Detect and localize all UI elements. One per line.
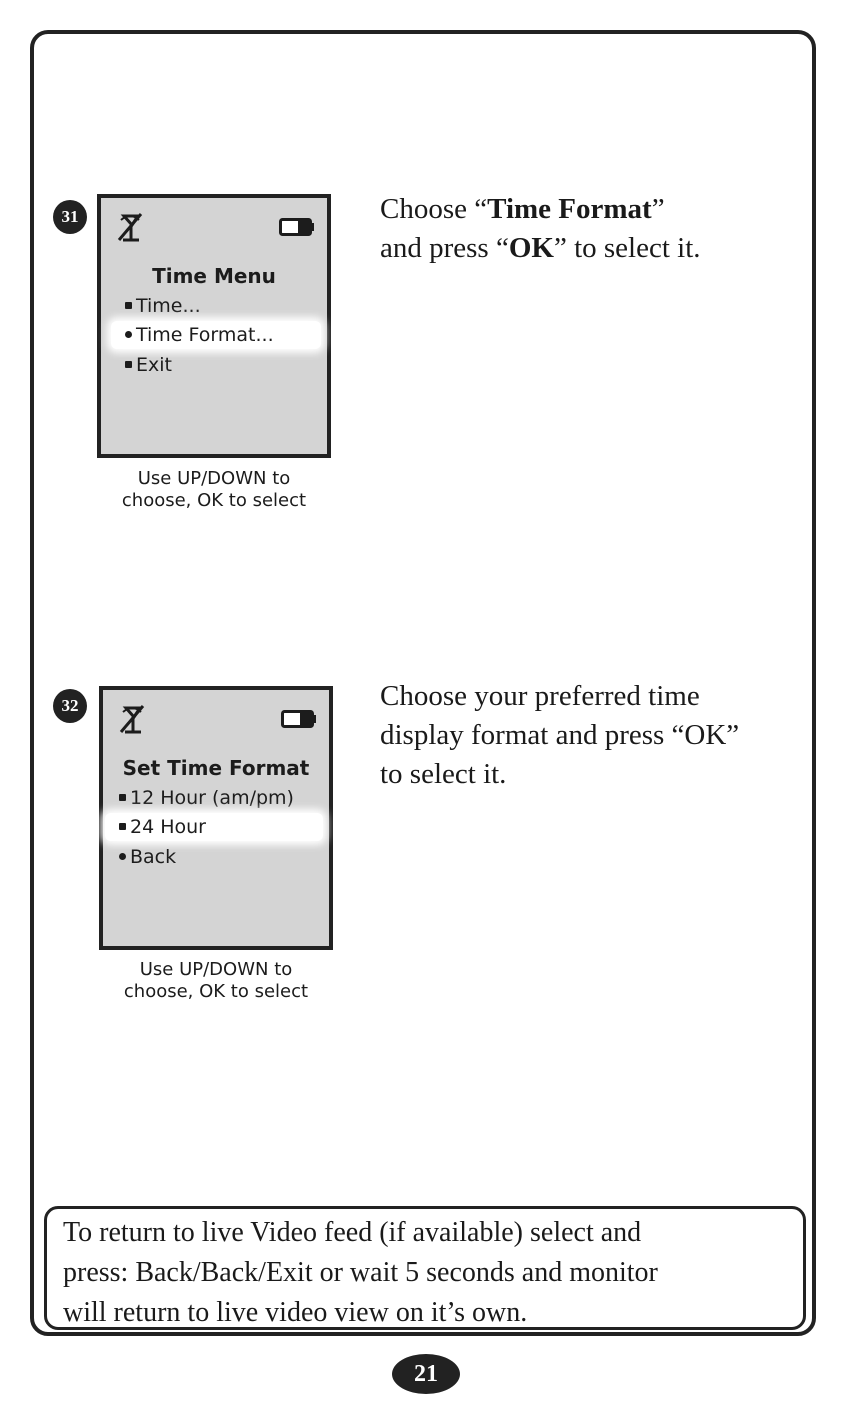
battery-icon [281, 710, 317, 728]
screen-caption [94, 468, 334, 512]
menu-item-label: 12 Hour (am/pm) [130, 787, 294, 809]
note-line: will return to live video view on it’s own. [63, 1297, 528, 1328]
menu-item-back[interactable] [105, 843, 323, 871]
caption-line: choose, OK to select [121, 490, 307, 511]
menu-item-label: Time Format... [136, 324, 274, 346]
menu-item-label: Back [130, 846, 177, 868]
step-32-instruction [380, 677, 739, 794]
menu-item-time[interactable] [111, 292, 321, 320]
no-signal-icon [115, 210, 145, 244]
lcd-title: Set Time Format [122, 756, 310, 780]
lcd-screen-time-menu [97, 194, 331, 458]
bullet-icon [125, 302, 132, 309]
menu-item-time-format[interactable] [111, 321, 321, 349]
no-signal-icon [117, 702, 147, 736]
step-31-instruction: Choose “Time Format” and press “OK” to select it. [380, 193, 701, 264]
bullet-icon [119, 823, 126, 830]
bullet-icon [119, 853, 126, 860]
bullet-icon [125, 331, 132, 338]
step-badge-31: 31 [53, 200, 87, 234]
caption-line: choose, OK to select [123, 981, 309, 1002]
menu-item-exit[interactable] [111, 351, 321, 379]
instruction-line: Choose your preferred time [380, 680, 700, 712]
note-line: To return to live Video feed (if available) select and [63, 1217, 642, 1248]
lcd-screen-set-time-format [99, 686, 333, 950]
menu-item-label: Exit [136, 354, 172, 376]
menu-item-12-hour[interactable] [105, 784, 323, 812]
menu-item-label: Time... [136, 295, 201, 317]
step-badge-32: 32 [53, 689, 87, 723]
caption-line: Use UP/DOWN to [139, 959, 293, 980]
menu-item-label: 24 Hour [130, 816, 206, 838]
screen-caption [96, 959, 336, 1003]
bullet-icon [119, 794, 126, 801]
note-line: press: Back/Back/Exit or wait 5 seconds and monitor [63, 1257, 658, 1288]
instruction-line: display format and press “OK” [380, 719, 740, 751]
page-number: 21 [392, 1354, 460, 1394]
menu-item-24-hour[interactable] [105, 813, 323, 841]
bullet-icon [125, 361, 132, 368]
return-note-box [44, 1206, 806, 1330]
caption-line: Use UP/DOWN to [137, 468, 291, 489]
battery-icon [279, 218, 315, 236]
instruction-line: to select it. [380, 758, 507, 790]
lcd-title: Time Menu [152, 264, 276, 288]
